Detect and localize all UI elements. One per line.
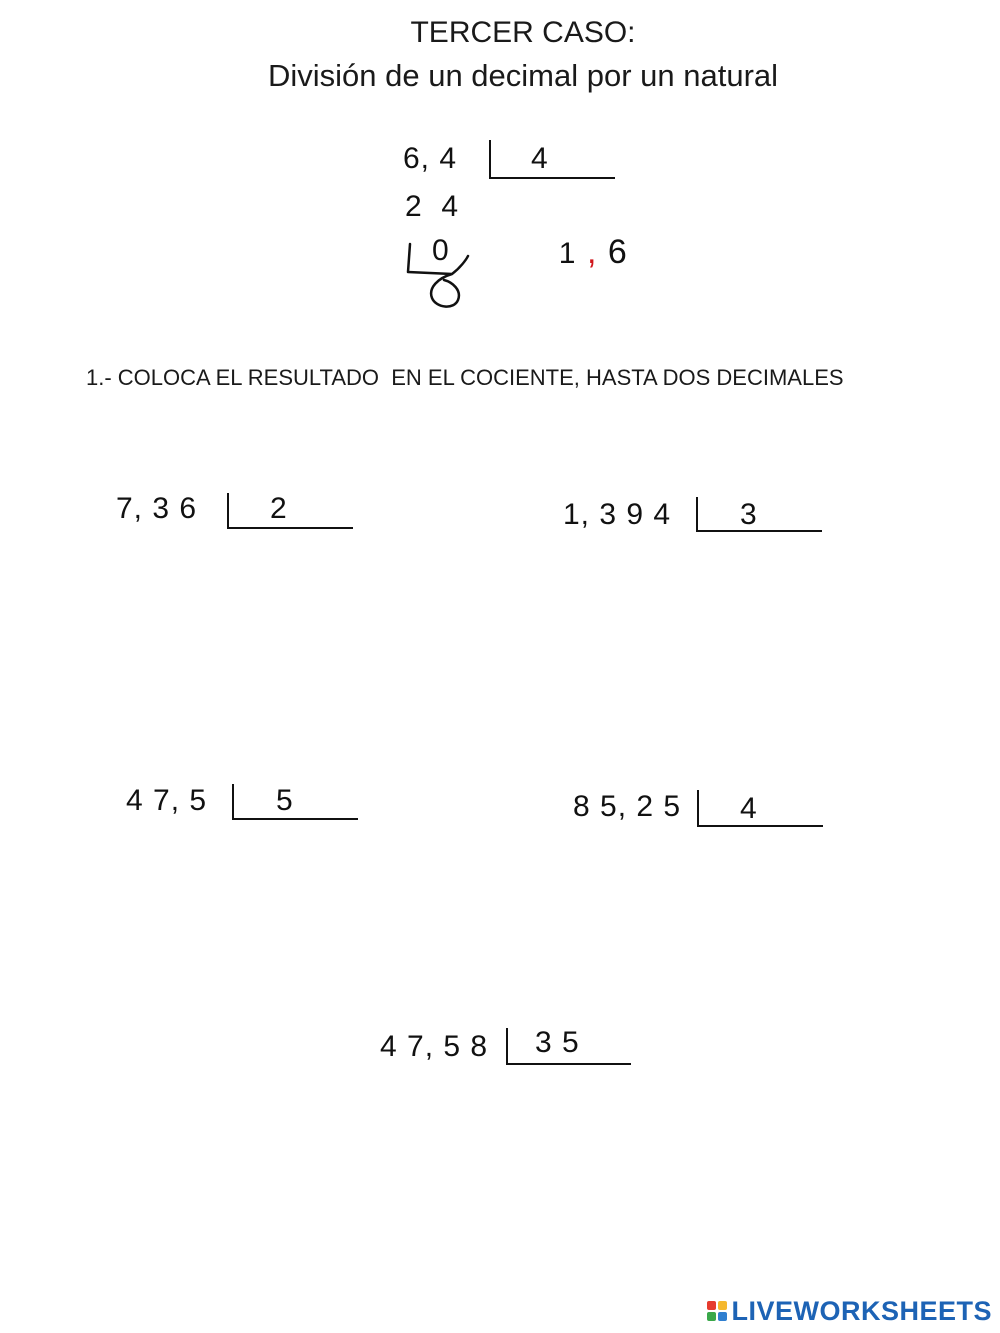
division-bracket (232, 784, 358, 820)
exercise-divisor: 2 (270, 492, 288, 525)
logo-square-icon (718, 1312, 727, 1321)
instruction-text: 1.- COLOCA EL RESULTADO EN EL COCIENTE, HASTA DOS DECIMALES (86, 365, 844, 390)
division-bracket (696, 497, 822, 532)
exercise-dividend: 4 7, 5 (126, 784, 208, 817)
logo-grid-icon (707, 1301, 727, 1321)
quotient-decimal: 6 (607, 233, 628, 271)
quotient-integer: 1 (558, 237, 577, 270)
page-title: TERCER CASO: (410, 16, 636, 49)
division-bracket (489, 140, 615, 179)
exercise-dividend: 7, 3 6 (116, 492, 198, 525)
brand-name: LIVEWORKSHEETS (731, 1295, 992, 1326)
page-subtitle: División de un decimal por un natural (267, 58, 779, 93)
liveworksheets-logo (707, 1295, 992, 1327)
example-dividend: 6, 4 (403, 142, 458, 175)
exercise-dividend: 8 5, 2 5 (573, 790, 682, 823)
exercise-dividend: 1, 3 9 4 (563, 498, 672, 531)
exercise-divisor: 5 (276, 784, 294, 817)
remainder-loop-icon (398, 238, 478, 314)
example-product-line: 2 4 (405, 190, 460, 223)
division-bracket (697, 790, 823, 827)
example-remainder: 0 (432, 234, 450, 267)
logo-square-icon (707, 1301, 716, 1310)
division-bracket (227, 493, 353, 529)
logo-square-icon (707, 1312, 716, 1321)
exercise-divisor: 4 (740, 792, 758, 825)
example-divisor: 4 (531, 142, 549, 175)
example-quotient (517, 194, 628, 311)
exercise-divisor: 3 5 (535, 1026, 580, 1059)
logo-square-icon (718, 1301, 727, 1310)
exercise-divisor: 3 (740, 498, 758, 531)
exercise-dividend: 4 7, 5 8 (380, 1030, 489, 1063)
quotient-comma: , (586, 233, 598, 271)
